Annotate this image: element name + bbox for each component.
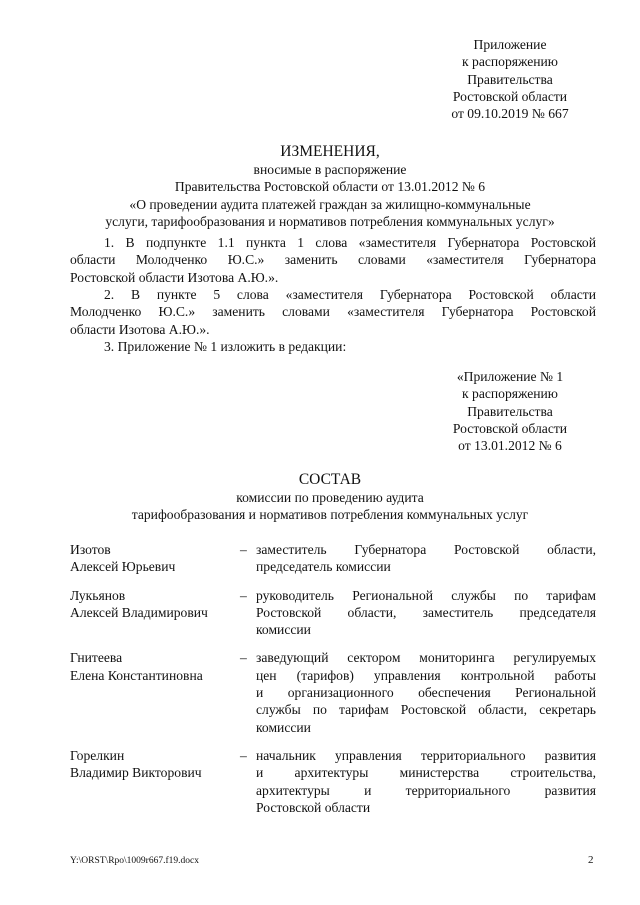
member-name xyxy=(70,747,240,816)
member-dash: – xyxy=(240,747,247,763)
paragraph-line: Молодченко Ю.С.» заменить словами «заместителя Губернатора Ростовской xyxy=(70,304,596,320)
paragraph-2 xyxy=(70,286,596,338)
composition-subtitle-line: комиссии по проведению аудита xyxy=(236,490,424,505)
member-name xyxy=(70,649,240,735)
member-given-names: Владимир Викторович xyxy=(70,765,202,781)
appendix-line: Правительства xyxy=(467,403,553,419)
member-surname: Лукьянов xyxy=(70,587,126,603)
member-role-line: архитектуры и территориального развития xyxy=(256,782,596,798)
appendix-line: «Приложение № 1 xyxy=(456,369,564,384)
member-role-line: председатель комиссии xyxy=(256,559,391,575)
appendix-line: к распоряжению xyxy=(462,54,558,70)
member-role-line: Ростовской области xyxy=(256,799,371,815)
paragraph-3 xyxy=(70,338,596,355)
member-role-line: заместитель Губернатора Ростовской области, xyxy=(256,542,596,557)
composition-heading: СОСТАВ xyxy=(298,471,362,488)
member-role-line: комиссии xyxy=(256,622,311,638)
member-row xyxy=(70,649,596,735)
member-dash: – xyxy=(240,542,247,557)
paragraph-line: области Изотова А.Ю.». xyxy=(70,321,210,337)
commission-members xyxy=(70,541,596,827)
changes-subtitle-line: «О проведении аудита платежей граждан за жилищно-коммунальные xyxy=(129,196,531,212)
member-role-line: начальник управления территориального развития xyxy=(256,747,596,763)
paragraph-line: области Молодченко Ю.С.» заменить словами «заместителя Губернатора xyxy=(70,252,596,268)
member-surname: Гнитеева xyxy=(70,650,123,666)
member-name xyxy=(70,587,240,639)
member-role-line: и архитектуры министерства строительства, xyxy=(256,765,596,781)
paragraph-line: 1. В подпункте 1.1 пункта 1 слова «заместителя Губернатора Ростовской xyxy=(104,235,596,250)
member-row xyxy=(70,587,596,639)
member-role-line: комиссии xyxy=(256,719,311,735)
appendix-line: от 09.10.2019 № 667 xyxy=(451,106,569,122)
paragraph-line: 3. Приложение № 1 изложить в редакции: xyxy=(104,339,347,354)
member-given-names: Алексей Владимирович xyxy=(70,604,208,620)
member-dash: – xyxy=(240,587,247,603)
changes-heading: ИЗМЕНЕНИЯ, xyxy=(280,143,380,160)
member-role-line: Ростовской области, заместитель председателя xyxy=(256,604,596,620)
appendix-line: Ростовской области xyxy=(452,88,568,104)
appendix-line: Правительства xyxy=(467,71,553,87)
footer-file-path: Y:\ORST\Rpo\1009r667.f19.docx xyxy=(70,856,199,866)
member-dash: – xyxy=(240,650,247,666)
composition-title xyxy=(60,470,600,524)
appendix-line: к распоряжению xyxy=(462,386,558,402)
appendix-line: от 13.01.2012 № 6 xyxy=(458,438,562,454)
member-role xyxy=(256,649,596,735)
changes-subtitle-line: услуги, тарифообразования и нормативов потребления коммунальных услуг» xyxy=(105,213,555,229)
appendix-header xyxy=(420,36,600,122)
member-row xyxy=(70,541,596,576)
member-row xyxy=(70,747,596,816)
paragraph-line: 2. В пункте 5 слова «заместителя Губернатора Ростовской области xyxy=(104,287,596,302)
page-number: 2 xyxy=(588,854,594,866)
member-role xyxy=(256,587,596,639)
member-role-line: цен (тарифов) управления контрольной работы xyxy=(256,667,596,683)
appendix-line: Ростовской области xyxy=(452,420,568,436)
member-name xyxy=(70,541,240,576)
member-role-line: и организационного обеспечения Региональной xyxy=(256,685,596,701)
member-role xyxy=(256,541,596,576)
composition-subtitle-line: тарифообразования и нормативов потребления коммунальных услуг xyxy=(131,507,529,523)
appendix-line: Приложение xyxy=(473,37,547,52)
changes-title xyxy=(60,142,600,230)
member-given-names: Алексей Юрьевич xyxy=(70,559,176,575)
inner-appendix-header xyxy=(420,368,600,454)
changes-subtitle-line: Правительства Ростовской области от 13.01.2012 № 6 xyxy=(174,179,486,195)
member-role-line: заведующий сектором мониторинга регулируемых xyxy=(256,650,596,666)
member-surname: Горелкин xyxy=(70,747,125,763)
member-role-line: службы по тарифам Ростовской области, секретарь xyxy=(256,702,596,718)
member-role xyxy=(256,747,596,816)
member-given-names: Елена Константиновна xyxy=(70,667,203,683)
changes-subtitle-line: вносимые в распоряжение xyxy=(253,162,407,177)
paragraph-line: Ростовской области Изотова А.Ю.». xyxy=(70,269,279,285)
paragraph-1 xyxy=(70,234,596,286)
member-surname: Изотов xyxy=(70,542,111,557)
member-role-line: руководитель Региональной службы по тарифам xyxy=(256,587,596,603)
